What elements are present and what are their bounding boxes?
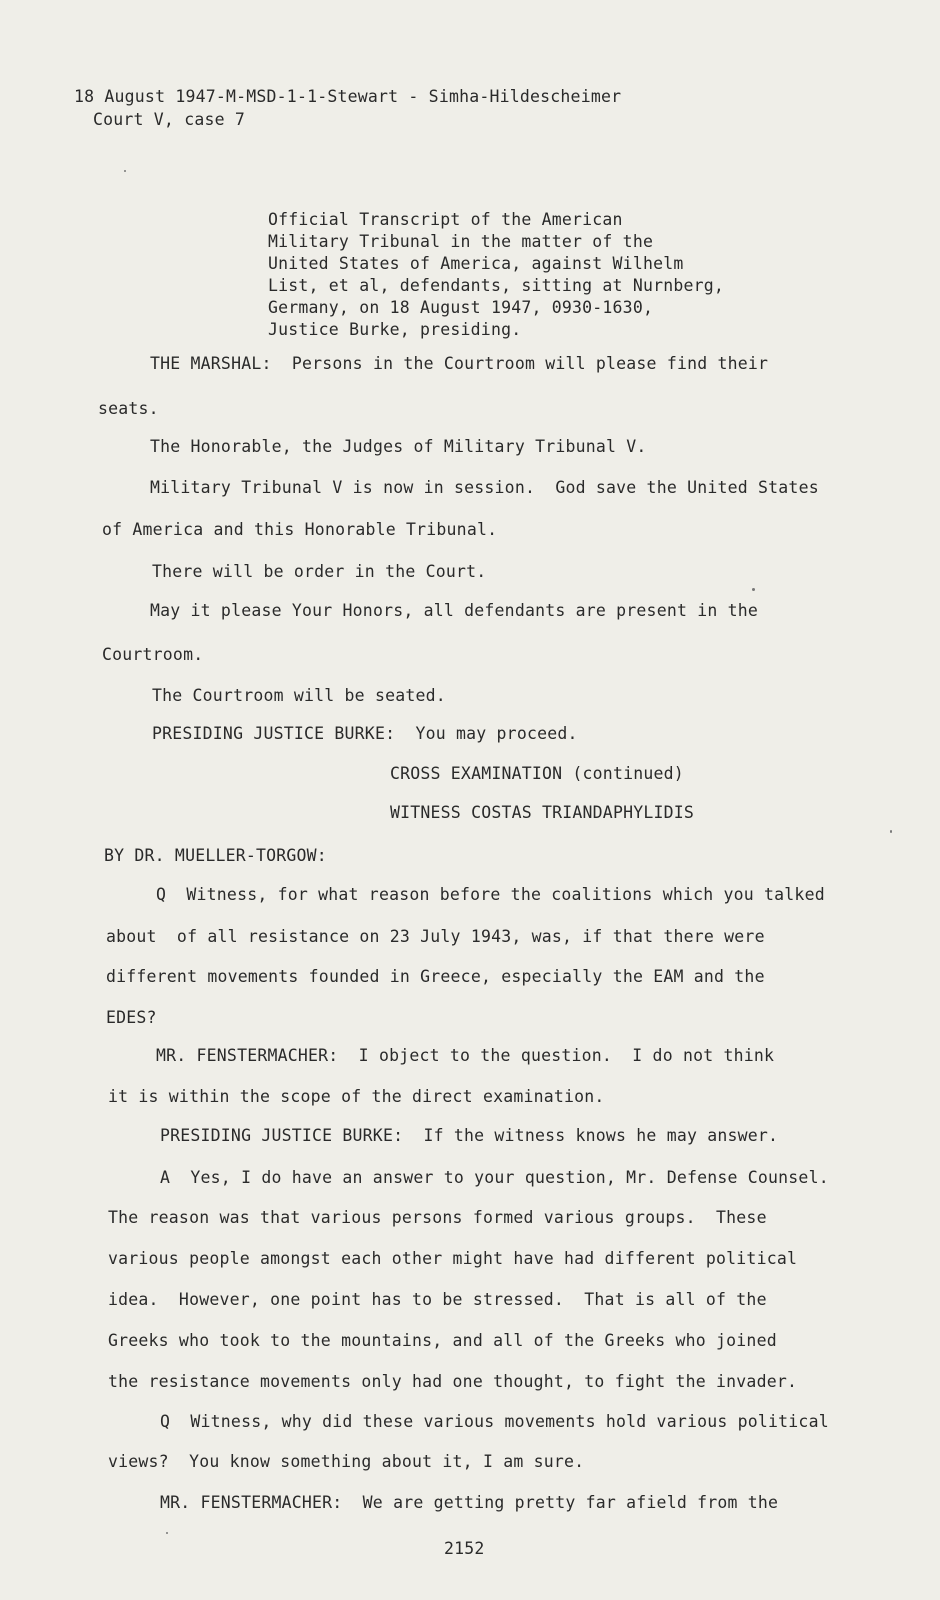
- caption-line: Military Tribunal in the matter of the: [268, 232, 654, 251]
- body-line: The Courtroom will be seated.: [152, 686, 446, 705]
- body-line: There will be order in the Court.: [152, 562, 487, 581]
- body-line: idea. However, one point has to be stressed. That is all of the: [108, 1290, 767, 1309]
- section-heading: CROSS EXAMINATION (continued): [390, 764, 684, 783]
- body-line: of America and this Honorable Tribunal.: [102, 520, 498, 539]
- body-line: May it please Your Honors, all defendants are present in the: [150, 601, 759, 620]
- body-line: seats.: [98, 399, 159, 418]
- caption-line: Justice Burke, presiding.: [268, 320, 522, 339]
- paper-speck: [752, 588, 755, 591]
- body-line: various people amongst each other might have had different political: [108, 1249, 798, 1268]
- body-line: A Yes, I do have an answer to your question, Mr. Defense Counsel.: [160, 1168, 829, 1187]
- page-number: 2152: [444, 1539, 485, 1558]
- paper-speck: [124, 170, 126, 172]
- paper-speck: [166, 1532, 168, 1534]
- body-line: MR. FENSTERMACHER: I object to the question. I do not think: [156, 1046, 775, 1065]
- header-line-2: Court V, case 7: [93, 110, 246, 129]
- body-line: Q Witness, why did these various movements hold various political: [160, 1412, 829, 1431]
- body-line: Greeks who took to the mountains, and all of the Greeks who joined: [108, 1331, 777, 1350]
- section-heading: WITNESS COSTAS TRIANDAPHYLIDIS: [390, 803, 695, 822]
- body-line: Military Tribunal V is now in session. God save the United States: [150, 478, 819, 497]
- body-line: The Honorable, the Judges of Military Tribunal V.: [150, 437, 647, 456]
- body-line: it is within the scope of the direct examination.: [108, 1087, 605, 1106]
- paper-speck: [890, 830, 892, 833]
- body-line: EDES?: [106, 1008, 157, 1027]
- body-line: MR. FENSTERMACHER: We are getting pretty far afield from the: [160, 1493, 779, 1512]
- caption-line: Official Transcript of the American: [268, 210, 623, 229]
- caption-line: United States of America, against Wilhelm: [268, 254, 684, 273]
- body-line: PRESIDING JUSTICE BURKE: You may proceed.: [152, 724, 578, 743]
- body-line: BY DR. MUELLER-TORGOW:: [104, 846, 327, 865]
- body-line: THE MARSHAL: Persons in the Courtroom will please find their: [150, 354, 769, 373]
- body-line: the resistance movements only had one thought, to fight the invader.: [108, 1372, 798, 1391]
- header-line-1: 18 August 1947-M-MSD-1-1-Stewart - Simha-Hildescheimer: [74, 87, 622, 106]
- body-line: different movements founded in Greece, especially the EAM and the: [106, 967, 765, 986]
- body-line: about of all resistance on 23 July 1943, was, if that there were: [106, 927, 765, 946]
- body-line: Courtroom.: [102, 645, 204, 664]
- body-line: views? You know something about it, I am sure.: [108, 1452, 585, 1471]
- body-line: Q Witness, for what reason before the coalitions which you talked: [156, 885, 825, 904]
- body-line: The reason was that various persons formed various groups. These: [108, 1208, 767, 1227]
- caption-line: List, et al, defendants, sitting at Nurnberg,: [268, 276, 725, 295]
- body-line: PRESIDING JUSTICE BURKE: If the witness knows he may answer.: [160, 1126, 779, 1145]
- caption-line: Germany, on 18 August 1947, 0930-1630,: [268, 298, 654, 317]
